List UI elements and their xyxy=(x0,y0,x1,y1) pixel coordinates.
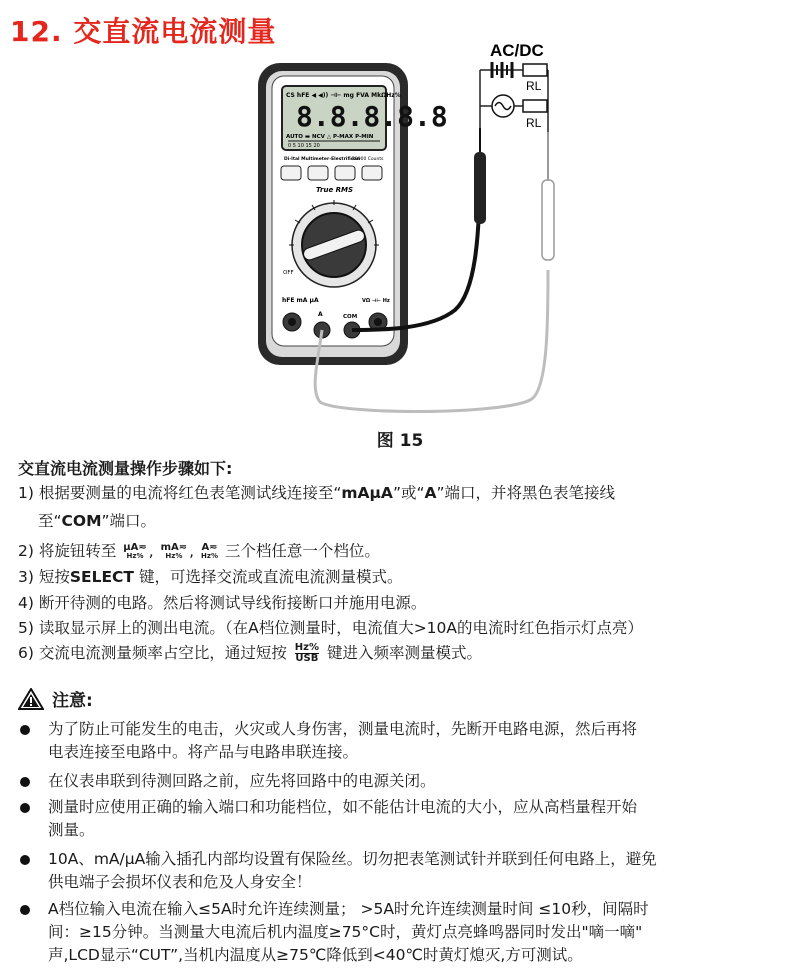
red-probe[interactable] xyxy=(542,180,554,260)
counts-label: 20000 Counts xyxy=(352,157,384,162)
bullet-dot-icon xyxy=(20,905,30,915)
step-5: 5) 读取显示屏上的测出电流。（在A档位测量时，电流值大>10A的电流时红色指示灯点亮） xyxy=(18,619,644,637)
lcd-scale: 0 5 10 15 20 xyxy=(288,143,320,149)
acdc-label: AC/DC xyxy=(490,41,544,60)
lcd-top-row: CS hFE ◀ ◀)) ⊣⊢ mg FVA MkΩHz% xyxy=(286,92,401,99)
step-2: 2) 将旋钮转至 µA≂ Hz% , mA≂ Hz% , A≂ Hz% 三个档任意一个档位。 xyxy=(18,541,380,560)
meter-button-4[interactable] xyxy=(362,166,382,180)
rl-label-2: RL xyxy=(526,116,542,130)
note-5: A档位输入电流在输入≤5A时允许连续测量； >5A时允许连续测量时间 ≤10秒，间隔时 间：≥15分钟。当测量大电流后机内温度≥75°C时，黄灯点亮蜂鸣器同时发出"嘀一嘀" 声,LCD显示“CUT”,当机内温度从≥75℃降低到<40℃时黄灯熄灭,方可测试。 xyxy=(18,898,798,967)
multimeter-body xyxy=(258,63,448,365)
bullet-dot-icon xyxy=(20,725,30,735)
bullet-dot-icon xyxy=(20,803,30,813)
step-4: 4) 断开待测的电路。然后将测试导线衔接断口并施用电源。 xyxy=(18,594,427,612)
a-range-icon: A≂ Hz% xyxy=(201,541,218,560)
multimeter-figure xyxy=(0,40,800,450)
note-4: 10A、mA/µA输入插孔内部均设置有保险丝。切勿把表笔测试针并联到任何电路上，避免 供电端子会损坏仪表和危及人身安全！ xyxy=(18,848,798,894)
step-6: 6) 交流电流测量频率占空比，通过短按 Hz% USB 键进入频率测量模式。 xyxy=(18,642,482,664)
note-3: 测量时应使用正确的输入端口和功能档位，如不能估计电流的大小，应从高档量程开始 测量。 xyxy=(18,796,798,842)
steps-title: 交直流电流测量操作步骤如下: xyxy=(18,459,233,478)
resistor-1 xyxy=(523,64,547,76)
circuit-diagram xyxy=(480,41,548,132)
bullet-dot-icon xyxy=(20,777,30,787)
hfe-label: hFE mA µA xyxy=(282,297,319,304)
meter-button-2[interactable] xyxy=(308,166,328,180)
lcd-digits: 8.8.8.8.8 xyxy=(296,100,448,133)
port-com-label: COM xyxy=(343,314,358,320)
ua-range-icon: µA≂ Hz% xyxy=(123,541,147,560)
notes-header xyxy=(18,686,93,711)
true-rms-label: True RMS xyxy=(316,186,354,194)
note-1: 为了防止可能发生的电击，火灾或人身伤害，测量电流时，先断开电路电源，然后再将 电表连接至电路中。将产品与电路串联连接。 xyxy=(18,718,798,764)
black-probe[interactable] xyxy=(474,152,486,224)
bullet-dot-icon xyxy=(20,855,30,865)
off-label: OFF xyxy=(283,270,294,276)
page-title: 12. 交直流电流测量 xyxy=(10,15,277,48)
brand-line: Di-Ital Multimeter-Elestrifidan xyxy=(284,157,361,162)
resistor-2 xyxy=(523,100,547,112)
rl-label-1: RL xyxy=(526,79,542,93)
step-3: 3) 短按SELECT 键，可选择交流或直流电流测量模式。 xyxy=(18,568,403,586)
lcd-bottom-row: AUTO ▬ NCV △ P-MAX P-MIN xyxy=(286,134,374,140)
ma-range-icon: mA≂ Hz% xyxy=(160,541,188,560)
warning-icon xyxy=(18,688,44,710)
step-1-line-2: 至“COM”端口。 xyxy=(38,512,157,530)
port-a-label: A xyxy=(318,311,323,318)
hz-usb-key-icon: Hz% USB xyxy=(294,642,319,664)
note-2: 在仪表串联到待测回路之前，应先将回路中的电源关闭。 xyxy=(18,770,798,793)
notes-title: 注意: xyxy=(52,691,93,711)
meter-button-1[interactable] xyxy=(281,166,301,180)
meter-button-3[interactable] xyxy=(335,166,355,180)
figure-caption: 图 15 xyxy=(376,431,424,451)
port-v-label: VΩ ⊣⊢ Hz xyxy=(362,298,390,304)
step-1: 1) 根据要测量的电流将红色表笔测试线连接至“mAµA”或“A”端口，并将黑色表笔接线 xyxy=(18,484,616,502)
